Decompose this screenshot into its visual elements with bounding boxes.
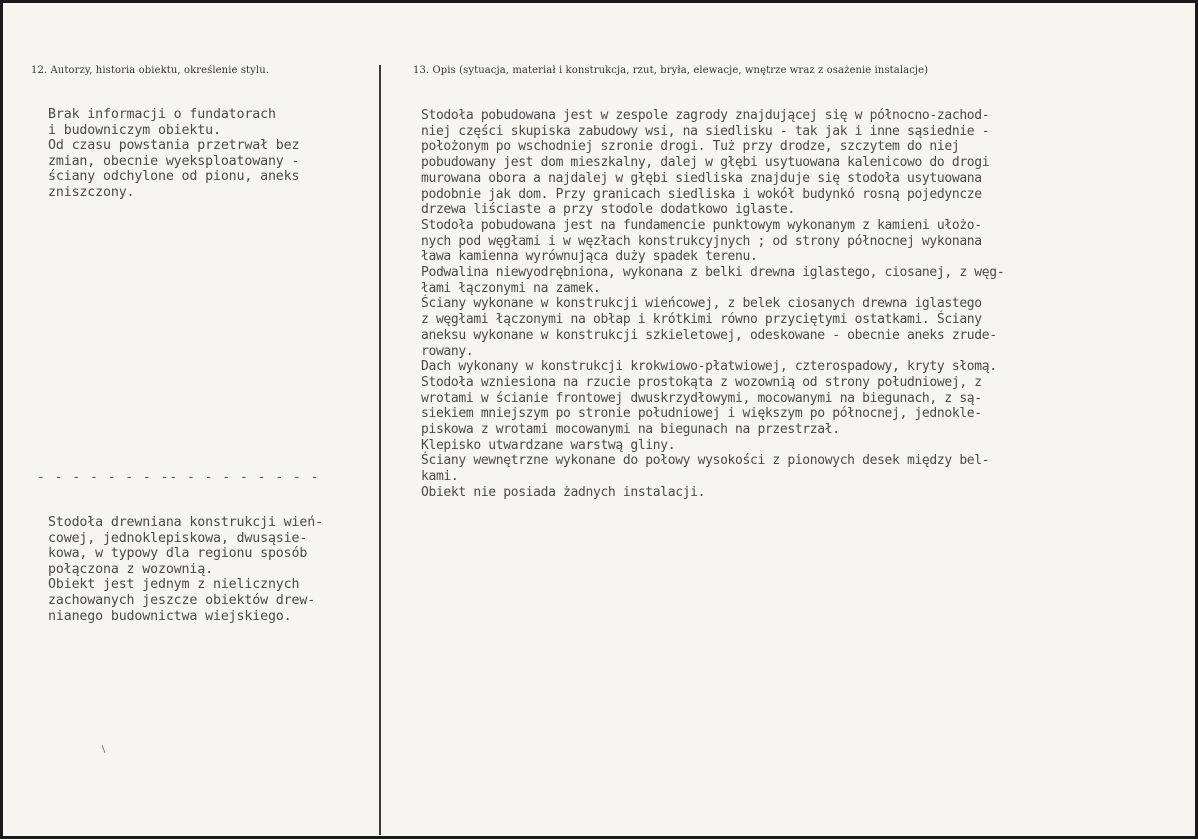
field-12-header: 12. Autorzy, historia obiektu, określenie stylu. bbox=[31, 65, 270, 76]
record-card bbox=[3, 3, 1195, 836]
stray-pen-mark bbox=[102, 745, 106, 753]
history-text: Brak informacji o fundatorach i budowniczym obiektu. Od czasu powstania przetrwał bez zmian, obecnie wyeksploatowany - ściany odchylone od pionu, aneks zniszczony. bbox=[48, 107, 300, 200]
field-13-header: 13. Opis (sytuacja, materiał i konstrukcja, rzut, bryła, elewacje, wnętrze wraz z osażenie instalacje) bbox=[413, 65, 929, 76]
style-text: Stodoła drewniana konstrukcji wień- cowej, jednoklepiskowa, dwusąsie- kowa, w typowy dla regionu sposób połączona z wozownią. Obiekt jest jednym z nielicznych zachowanych jeszcze obiektów drew- nianego budownictwa wiejskiego. bbox=[48, 515, 323, 624]
column-divider bbox=[379, 65, 381, 835]
section-separator: - - - - - - - -- - - - - - - - - bbox=[37, 470, 320, 485]
description-text: Stodoła pobudowana jest w zespole zagrody znajdującej się w północno-zachod- niej części skupiska zabudowy wsi, na siedlisku - tak jak i inne sąsiednie - położonym po wschodniej szronie drogi. Tuż przy drodze, szczytem do niej pobudowany jest dom mieszkalny, dalej w głębi usytuowana kalenicowo do drogi murowana obora a najdalej w głębi siedliska znajduje się stodoła usytuowana podobnie jak dom. Przy granicach siedliska i wokół budynkó rosną pojedyncze drzewa liściaste a przy stodole dodatkowo iglaste. Stodoła pobudowana jest na fundamencie punktowym wykonanym z kamieni ułożo- nych pod węgłami i w węzłach konstrukcyjnych ; od strony północnej wykonana ława kamienna wyrównująca duży spadek terenu. Podwalina niewyodrębniona, wykonana z belki drewna iglastego, ciosanej, z węg- łami łączonymi na zamek. Ściany wykonane w konstrukcji wieńcowej, z belek ciosanych drewna iglastego z węgłami łączonymi na obłap i krótkimi równo przyciętymi ostatkami. Ściany aneksu wykonane w konstrukcji szkieletowej, odeskowane - obecnie aneks zrude- rowany. Dach wykonany w konstrukcji krokwiowo-płatwiowej, czterospadowy, kryty słomą. Stodoła wzniesiona na rzucie prostokąta z wozownią od strony południowej, z wrotami w ścianie frontowej dwuskrzydłowymi, mocowanymi na biegunach, z są- siekiem mniejszym po stronie południowej i większym po północnej, jednokle- piskowa z wrotami mocowanymi na biegunach na przestrzał. Klepisko utwardzane warstwą gliny. Ściany wewnętrzne wykonane do połowy wysokości z pionowych desek między bel- kami. Obiekt nie posiada żadnych instalacji. bbox=[421, 108, 1005, 500]
